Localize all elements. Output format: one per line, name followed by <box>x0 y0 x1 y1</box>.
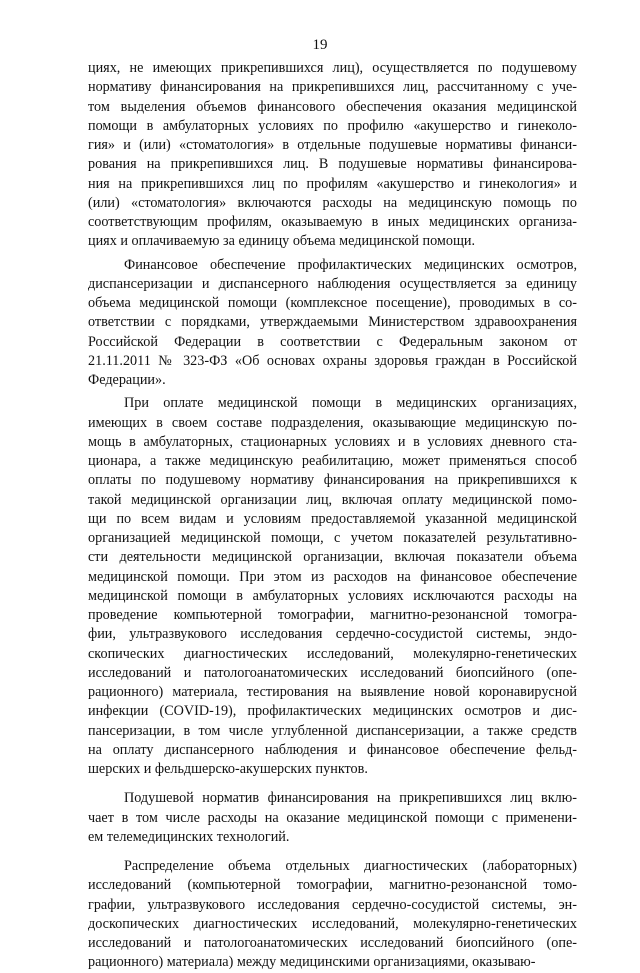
text-line: Подушевой норматив финансирования на прикрепившихся лиц вклю- <box>124 790 577 807</box>
paragraph-gap <box>88 779 577 789</box>
text-line: Российской Федерации в соответствии с Федеральным законом от <box>88 333 577 350</box>
text-line: 21.11.2011 № 323-ФЗ «Об основах охраны здоровья граждан в Российской <box>88 352 577 369</box>
text-line: мощь в амбулаторных, стационарных условиях и в условиях дневного ста- <box>88 433 577 450</box>
text-line: имеющих в своем составе подразделения, оказывающие медицинскую по- <box>88 414 577 431</box>
text-line: такой медицинской организации лиц, включая оплату медицинской помо- <box>88 491 577 508</box>
text-line: доскопических диагностических исследований, молекулярно-генетических <box>88 915 577 932</box>
text-line: оплаты по подушевому нормативу финансирования на прикрепившихся к <box>88 472 577 489</box>
text-line: Федерации». <box>88 372 166 388</box>
text-line: исследований и патологоанатомических исследований биопсийного (опе- <box>88 664 577 681</box>
text-line: (или) «стоматология» включаются расходы на медицинскую помощь по <box>88 194 577 211</box>
text-line: чает в том числе расходы на оказание медицинской помощи с применени- <box>88 809 577 826</box>
text-line: циях, не имеющих прикрепившихся лиц), осуществляется по подушевому <box>88 60 577 76</box>
text-line: ответствии с порядками, утверждаемыми Министерством здравоохранения <box>88 314 577 331</box>
text-line: объема медицинской помощи (комплексное посещение), проводимых в со- <box>88 295 577 311</box>
text-line: гия» и (или) «стоматология» в отдельные подушевые нормативы финанси- <box>88 137 577 153</box>
text-line: скопических диагностических исследований, молекулярно-генетических <box>88 645 577 662</box>
text-line: Финансовое обеспечение профилактических медицинских осмотров, <box>124 256 577 273</box>
text-line: организацией медицинской помощи, с учетом показателей результативно- <box>88 530 577 546</box>
text-line: медицинской помощи. При этом из расходов на финансовое обеспечение <box>88 568 577 585</box>
text-line: фии, ультразвукового исследования сердечно-сосудистой системы, эндо- <box>88 626 577 643</box>
text-line: том выделения объемов финансового обеспечения оказания медицинской <box>88 98 577 115</box>
text-line: рационного) материала) между медицинскими организациями, оказываю- <box>88 954 536 971</box>
text-line: медицинской помощи в амбулаторных условиях исключаются расходы на <box>88 587 577 604</box>
text-line: нормативу финансирования на прикрепившихся лиц, рассчитанному с уче- <box>88 79 577 96</box>
text-line: сти деятельности медицинской организации, включая показатели объема <box>88 549 577 566</box>
paragraph <box>88 857 577 973</box>
text-line: графии, ультразвукового исследования сердечно-сосудистой системы, эн- <box>88 896 577 913</box>
text-line: исследований и патологоанатомических исследований биопсийного (опе- <box>88 935 577 951</box>
paragraph <box>88 256 577 391</box>
text-line: При оплате медицинской помощи в медицинских организациях, <box>124 395 577 412</box>
text-line: шерских и фельдшерско-акушерских пунктов. <box>88 761 368 777</box>
paragraph-gap <box>88 847 577 857</box>
text-line: проведение компьютерной томографии, магнитно-резонансной томогра- <box>88 607 577 623</box>
text-line: помощи в амбулаторных условиях по профилю «акушерство и гинеколо- <box>88 117 577 134</box>
paragraph <box>88 789 577 847</box>
document-body <box>88 59 577 973</box>
text-line: рационного) материала, тестирования на выявление новой коронавирусной <box>88 684 577 700</box>
paragraph <box>88 59 577 252</box>
text-line: рования на прикрепившихся лиц. В подушевые нормативы финансирова- <box>88 156 577 173</box>
text-line: Распределение объема отдельных диагностических (лабораторных) <box>124 858 577 874</box>
text-line: ционара, а также медицинскую реабилитацию, может применяться способ <box>88 453 577 469</box>
text-line: ем телемедицинских технологий. <box>88 828 290 845</box>
text-line: исследований (компьютерной томографии, магнитно-резонансной томо- <box>88 877 577 894</box>
text-line: диспансеризации и диспансерного наблюдения осуществляется за единицу <box>88 275 577 292</box>
text-line: циях и оплачиваемую за единицу объема медицинской помощи. <box>88 233 476 250</box>
text-line: инфекции (COVID-19), профилактических медицинских осмотров и дис- <box>88 703 577 720</box>
text-line: щи по всем видам и условиям предоставляемой указанной медицинской <box>88 510 577 527</box>
text-line: пансеризации, в том числе углубленной диспансеризации, а также средств <box>88 722 577 739</box>
text-line: на оплату диспансерного наблюдения и финансовое обеспечение фельд- <box>88 741 577 758</box>
paragraph <box>88 394 577 779</box>
text-line: соответствующим профилям, оказываемую в иных медицинских организа- <box>88 214 577 230</box>
page-number: 19 <box>312 37 328 53</box>
text-line: ния на прикрепившихся лиц по профилям «акушерство и гинекология» и <box>88 175 577 192</box>
